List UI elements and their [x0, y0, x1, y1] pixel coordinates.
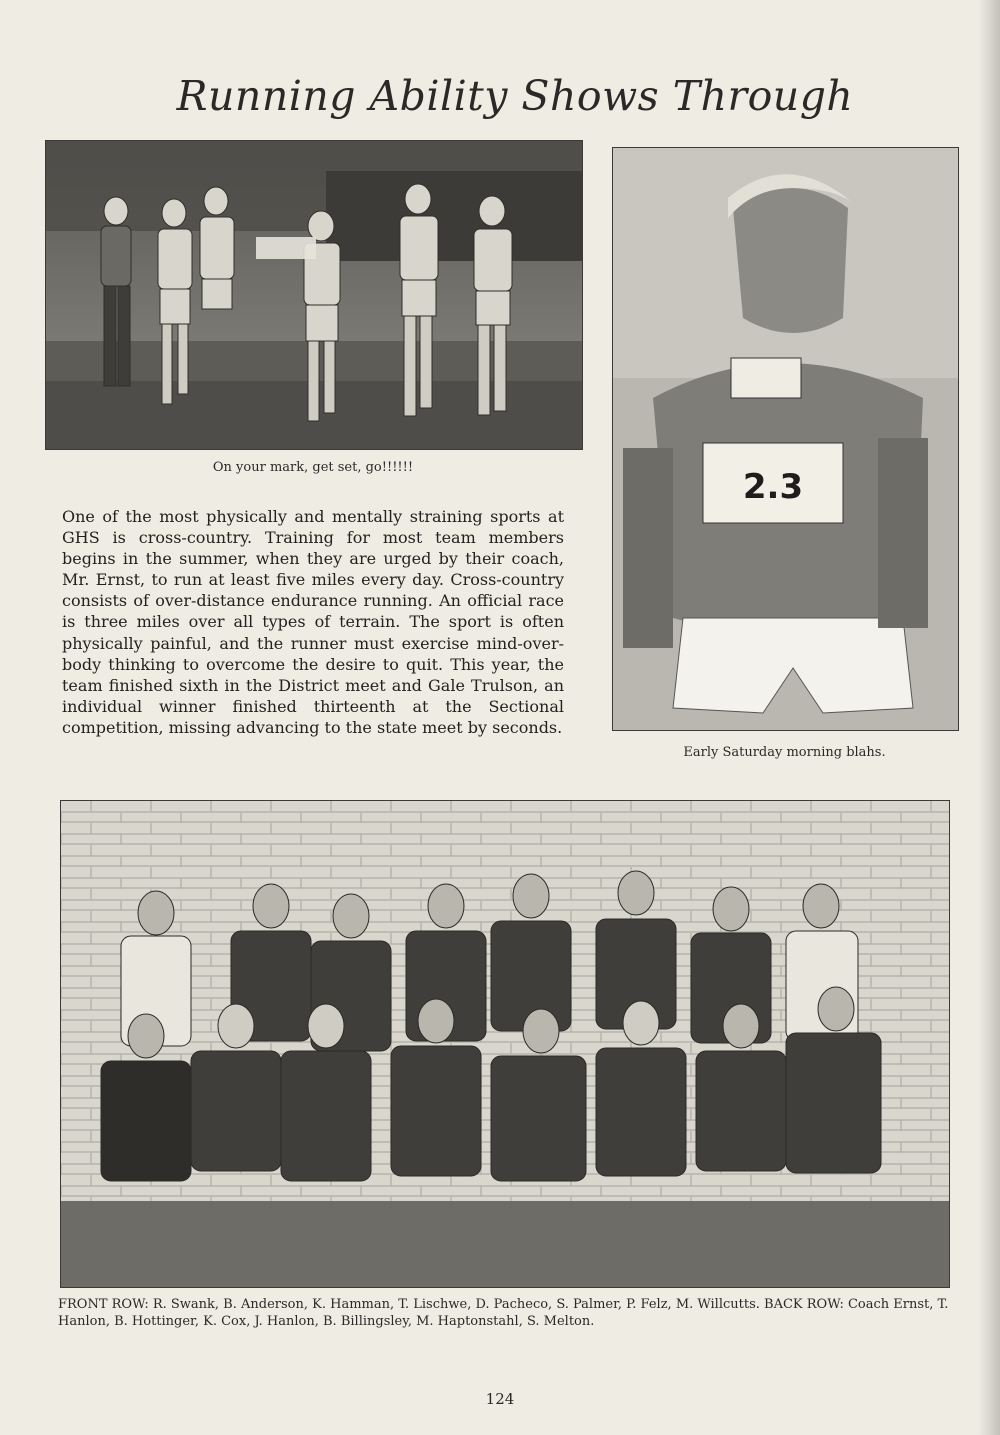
runner-photo [612, 147, 959, 731]
page-number: 124 [485, 1390, 515, 1408]
race-start-caption: On your mark, get set, go!!!!!! [212, 460, 414, 475]
runner-photo-image [613, 148, 958, 730]
runner-bib-number: 2.3 [742, 467, 804, 507]
page-spine-shadow [978, 0, 1000, 1435]
page-title: Running Ability Shows Through [176, 72, 854, 120]
race-start-photo [45, 140, 583, 450]
runner-caption: Early Saturday morning blahs. [683, 745, 886, 760]
team-roster-caption: FRONT ROW: R. Swank, B. Anderson, K. Hamman, T. Lischwe, D. Pacheco, S. Palmer, P. Felz, M. Willcutts. BACK ROW: Coach Ernst, T. Hanlon, B. Hottinger, K. Cox, J. Hanlon, B. Billingsley, M. Haptonstahl, S. Melton. [58, 1297, 949, 1329]
team-photo-image [61, 801, 949, 1287]
race-start-photo-image [46, 141, 582, 449]
article-body: One of the most physically and mentally straining sports at GHS is cross-country. Training for most team members begins in the summer, when they are urged by their coach, Mr. Ernst, to run at least five miles every day. Cross-country consists of over-distance endurance running. An official race is three miles over all types of terrain. The sport is often physically painful, and the runner must exercise mind-over-body thinking to overcome the desire to quit. This year, the team finished sixth in the District meet and Gale Trulson, an individual winner finished thirteenth at the Sectional competition, missing advancing to the state meet by seconds. [62, 507, 564, 737]
team-photo [60, 800, 950, 1288]
